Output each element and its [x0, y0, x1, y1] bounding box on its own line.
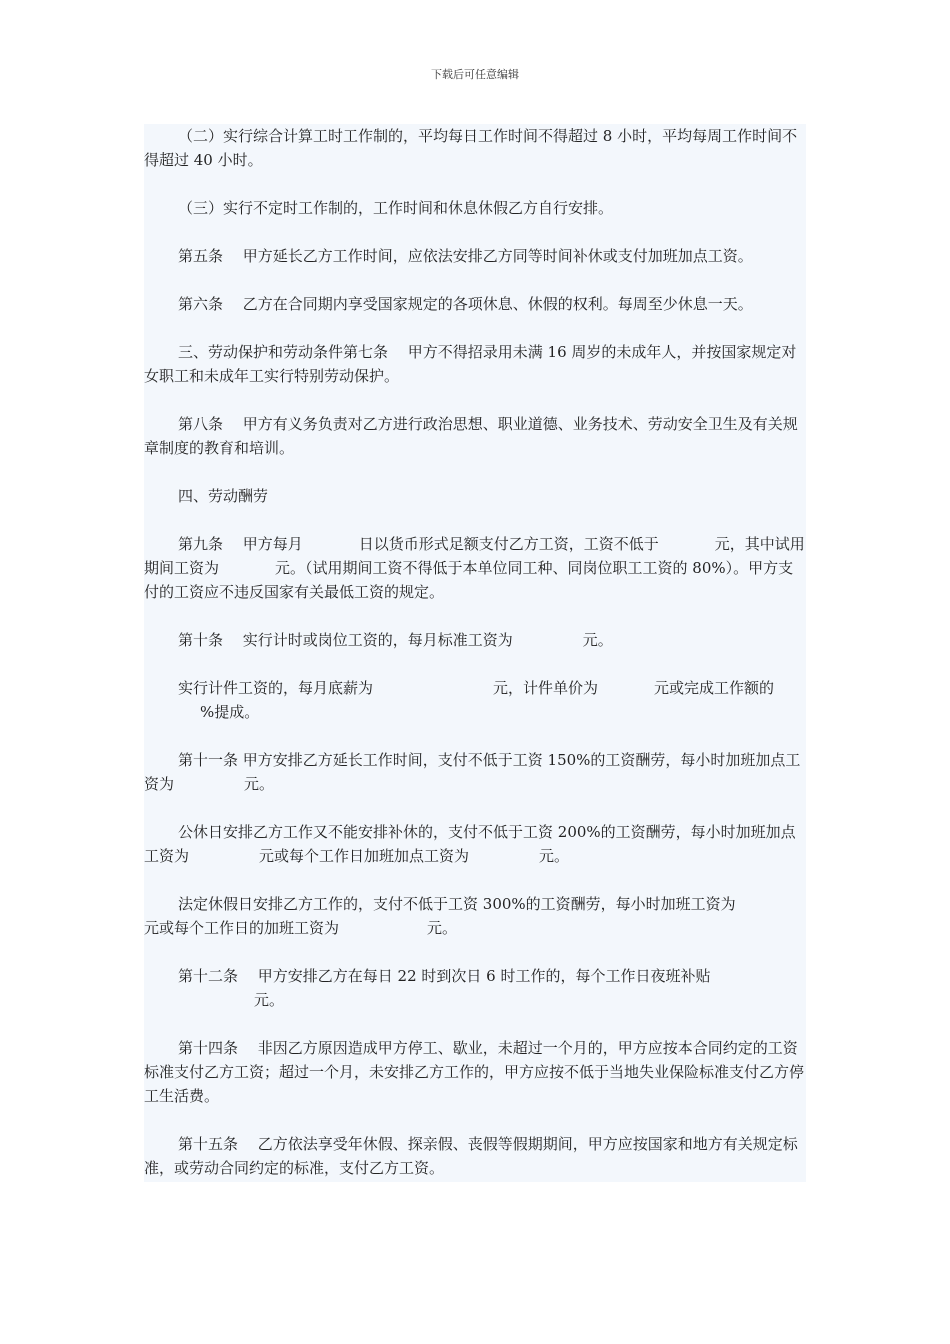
page-header: 下载后可任意编辑: [431, 68, 519, 81]
paragraph-text: 元。: [254, 991, 285, 1009]
paragraph-text: 元，计件单价为: [493, 679, 599, 697]
paragraph-piece-rate: [144, 676, 806, 724]
paragraph-text: （三）实行不定时工作制的，工作时间和休息休假乙方自行安排。: [178, 199, 614, 217]
paragraph-text: 第十一条 甲方安排乙方延长工作时间，支付不低于工资 150%的工资酬劳，每小时加班加点工资为: [144, 751, 801, 793]
paragraph-text: 第十五条 乙方依法享受年休假、探亲假、丧假等假期期间，甲方应按国家和地方有关规定标准，或劳动合同约定的标准，支付乙方工资。: [144, 1135, 798, 1177]
paragraph-text: %提成。: [200, 703, 260, 721]
paragraph-text: 第八条 甲方有义务负责对乙方进行政治思想、职业道德、业务技术、劳动安全卫生及有关规章制度的教育和培训。: [144, 415, 798, 457]
paragraph-text: 第十条 实行计时或岗位工资的，每月标准工资为: [178, 631, 513, 649]
paragraph-text: 元。（试用期间工资不得低于本单位同工种、同岗位职工工资的 80%）。甲方支付的工资应不违反国家有关最低工资的规定。: [144, 559, 794, 601]
paragraph-article-14: [144, 1036, 806, 1108]
paragraph-text: 第六条 乙方在合同期内享受国家规定的各项休息、休假的权利。每周至少休息一天。: [178, 295, 753, 313]
paragraph-text: 三、劳动保护和劳动条件第七条 甲方不得招录用未满 16 周岁的未成年人，并按国家规定对女职工和未成年工实行特别劳动保护。: [144, 343, 797, 385]
paragraph-article-6: [144, 292, 806, 316]
paragraph-working-hours-comprehensive: [144, 124, 806, 172]
heading-text: 四、劳动酬劳: [178, 487, 269, 505]
paragraph-text: 元。: [539, 847, 570, 865]
section-heading-remuneration: [144, 484, 806, 508]
paragraph-article-12: [144, 964, 806, 1012]
paragraph-text: 元，其中试用期间工资为: [144, 535, 805, 577]
paragraph-text: 公休日安排乙方工作又不能安排补休的，支付不低于工资 200%的工资酬劳，每小时加班加点工资为: [144, 823, 796, 865]
paragraph-text: （二）实行综合计算工时工作制的，平均每日工作时间不得超过 8 小时，平均每周工作时间不得超过 40 小时。: [144, 127, 798, 169]
paragraph-holiday-overtime: [144, 892, 806, 940]
paragraph-text: 第九条 甲方每月: [178, 535, 303, 553]
paragraph-article-8: [144, 412, 806, 460]
paragraph-article-9: [144, 532, 806, 604]
paragraph-article-10: [144, 628, 806, 652]
paragraph-text: 第五条 甲方延长乙方工作时间，应依法安排乙方同等时间补休或支付加班加点工资。: [178, 247, 753, 265]
paragraph-text: 元。: [427, 919, 458, 937]
paragraph-text: 第十二条 甲方安排乙方在每日 22 时到次日 6 时工作的，每个工作日夜班补贴: [178, 967, 711, 985]
document-body: [144, 124, 806, 1182]
paragraph-working-hours-flexible: [144, 196, 806, 220]
paragraph-article-5: [144, 244, 806, 268]
paragraph-text: 日以货币形式足额支付乙方工资，工资不低于: [358, 535, 659, 553]
paragraph-text: 第十四条 非因乙方原因造成甲方停工、歇业，未超过一个月的，甲方应按本合同约定的工资标准支付乙方工资；超过一个月，未安排乙方工作的，甲方应按不低于当地失业保险标准支付乙方停工生活费。: [144, 1039, 805, 1105]
paragraph-text: 实行计件工资的，每月底薪为: [178, 679, 374, 697]
paragraph-article-7: [144, 340, 806, 388]
paragraph-article-15: [144, 1132, 806, 1180]
paragraph-text: 元或每个工作日加班加点工资为: [259, 847, 470, 865]
paragraph-rest-day-overtime: [144, 820, 806, 868]
paragraph-text: 元或每个工作日的加班工资为: [144, 919, 340, 937]
paragraph-text: 元。: [582, 631, 613, 649]
paragraph-article-11: [144, 748, 806, 796]
paragraph-text: 元。: [244, 775, 275, 793]
paragraph-text: 元或完成工作额的: [654, 679, 775, 697]
paragraph-text: 法定休假日安排乙方工作的，支付不低于工资 300%的工资酬劳，每小时加班工资为: [178, 895, 736, 913]
